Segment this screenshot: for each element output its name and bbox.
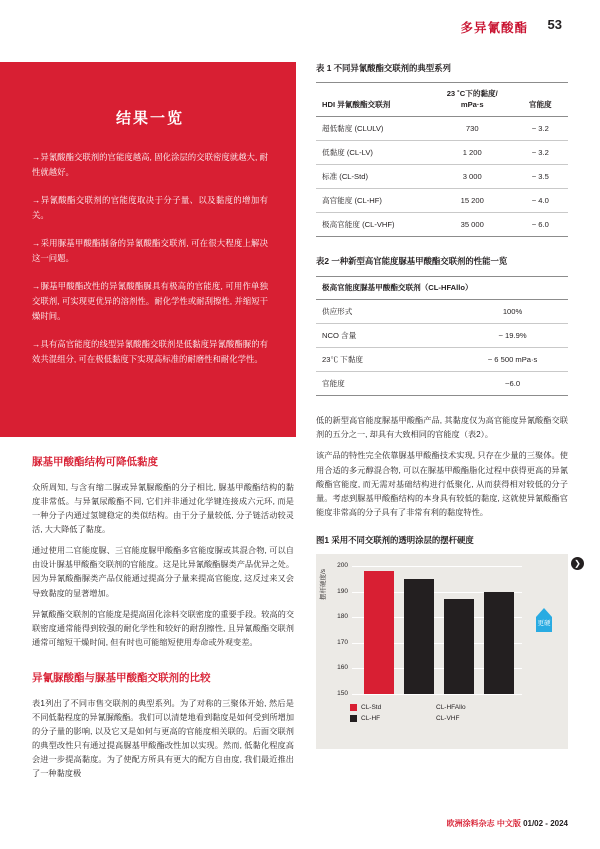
cell-name: 高官能度 (CL-HF) bbox=[316, 189, 432, 213]
results-paragraph: →采用脲基甲酸酯制备的异氰酸酯交联剂, 可在很大程度上解决这一问题。 bbox=[32, 237, 268, 263]
legend-item-cl-hf bbox=[350, 715, 424, 722]
chart-bar-cl-hf bbox=[404, 579, 434, 694]
cell-functionality: ~ 6.0 bbox=[513, 213, 568, 237]
chart-annotation-arrow bbox=[536, 608, 552, 632]
chart-bar-cl-vhf bbox=[484, 592, 514, 694]
legend-item-cl-std bbox=[350, 704, 424, 711]
right-content-column bbox=[316, 62, 568, 749]
body-paragraph: 异氰酸酯交联剂的官能度是提高固化涂料交联密度的重要手段。较高的交联密度通常能得到较强的耐化学性和较好的耐刮擦性, 且异氰酸酯交联剂通常可缩短干燥时间, 但有时也可能缩短使用寿命或外观变差。 bbox=[32, 609, 295, 647]
legend-label: CL-VHF bbox=[436, 715, 460, 723]
legend-swatch-icon bbox=[350, 704, 357, 711]
body-paragraph: 众所周知, 与含有缩二脲或异氰脲酸酯的分子相比, 脲基甲酸酯结构的黏度非常低。与异氰尿酸酯不同, 它们并非通过化学键连接成六元环, 而是一种分子内通过氢键稳定的类似结构。由于分子量较低, 分子链活动较灵活, 大大降低了黏度。 bbox=[32, 482, 294, 535]
chart-y-tick: 190 bbox=[337, 587, 348, 595]
cell-property: 23℃ 下黏度 bbox=[316, 348, 457, 372]
cell-name: 标准 (CL-Std) bbox=[316, 165, 432, 189]
results-paragraph: →异氰酸酯交联剂的官能度越高, 固化涂层的交联密度就越大, 耐性就越好。 bbox=[32, 152, 268, 177]
table2-block bbox=[316, 255, 568, 396]
column-header-viscosity: 23 ˚C下的黏度/ mPa·s bbox=[432, 83, 513, 117]
table2-caption: 表2 一种新型高官能度脲基甲酸酯交联剂的性能一览 bbox=[316, 256, 508, 267]
table-row bbox=[316, 141, 568, 165]
chart-gridline bbox=[352, 694, 522, 695]
legend-row bbox=[350, 715, 530, 722]
paragraph-spacer bbox=[32, 657, 294, 671]
cell-viscosity: 15 200 bbox=[432, 189, 513, 213]
cell-viscosity: 730 bbox=[432, 117, 513, 141]
header-page-number: 53 bbox=[547, 17, 562, 32]
chart-y-tick: 170 bbox=[337, 638, 348, 646]
table-crosslinker-series bbox=[316, 82, 568, 237]
table-header-row bbox=[316, 83, 568, 117]
chart-bar-cl-hfallo bbox=[444, 599, 474, 694]
cell-property: 供应形式 bbox=[316, 300, 457, 324]
chart-annotation-label: 更硬 bbox=[536, 617, 552, 632]
chart-y-tick: 150 bbox=[337, 690, 348, 698]
cell-name: 低黏度 (CL-LV) bbox=[316, 141, 432, 165]
table-row bbox=[316, 213, 568, 237]
cell-name: 极高官能度 (CL-VHF) bbox=[316, 213, 432, 237]
legend-item-cl-vhf bbox=[436, 715, 510, 722]
legend-row bbox=[350, 704, 530, 711]
table-row bbox=[316, 348, 568, 372]
left-text-column bbox=[32, 455, 294, 788]
cell-functionality: ~ 3.2 bbox=[513, 117, 568, 141]
body-paragraph: 表1列出了不同市售交联剂的典型系列。为了对称的三聚体开始, 然后是不同低黏程度的异氰脲酸酯。我们可以清楚地看到黏度是如何受到所增加的分子量的影响, 以及它又是如何与更高的官能度相关联的。后面交联剂的典型改性只有通过提高脲基甲酸酯改性加以实现。然而, 低黏化程度高会进一步提高黏度。为了使配方所具有更大的配方自由度, 我们最近推出了一种黏度极 bbox=[32, 698, 295, 779]
page-turn-marker: ❯ bbox=[571, 557, 584, 570]
chart-y-tick: 180 bbox=[337, 613, 348, 621]
cell-name: 超低黏度 (CLULV) bbox=[316, 117, 432, 141]
body-paragraph: 低的新型高官能度脲基甲酸酯产品, 其黏度仅为高官能度异氰酸酯交联剂的五分之一, 却具有大致相同的官能度（表2）。 bbox=[316, 416, 568, 440]
cell-value: ~6.0 bbox=[457, 372, 568, 396]
cell-functionality: ~ 3.5 bbox=[513, 165, 568, 189]
table1-block bbox=[316, 62, 568, 237]
results-summary-box bbox=[0, 62, 296, 437]
table-row bbox=[316, 324, 568, 348]
figure1-chart bbox=[316, 554, 568, 749]
table-row bbox=[316, 372, 568, 396]
header-title: 多异氰酸酯 bbox=[460, 21, 528, 35]
chart-y-tick: 160 bbox=[337, 664, 348, 672]
cell-value: ~ 6 500 mPa·s bbox=[457, 348, 568, 372]
results-title: 结果一览 bbox=[115, 110, 184, 127]
legend-label: CL-HFAllo bbox=[436, 704, 466, 712]
section-heading-comparison: 异氰脲酸酯与脲基甲酸酯交联剂的比较 bbox=[32, 671, 211, 684]
footer-magazine-name: 欧洲涂料杂志 中文版 bbox=[446, 819, 521, 828]
legend-item-cl-hfallo bbox=[436, 704, 510, 711]
table-hfallo-properties bbox=[316, 276, 568, 397]
table-row bbox=[316, 165, 568, 189]
page-header bbox=[0, 0, 600, 40]
chart-gridline bbox=[352, 566, 522, 567]
legend-swatch-icon bbox=[350, 715, 357, 722]
body-paragraph: 该产品的特性完全依靠脲基甲酸酯技术实现, 只存在少量的三聚体。使用合适的多元醇混合物, 可以在脲基甲酸酯脂化过程中获得更高的异氰酸酯官能度, 而无需对基础结构进行低聚化, 从而获得相对较低的分子量。考虑到脲基甲酸酯结构的本身具有较低的黏度, 这就使异氰酸酯官能度非常高的分子具有了非常有利的黏度特性。 bbox=[316, 451, 568, 517]
column-header-name: HDI 异氰酸酯交联剂 bbox=[316, 83, 432, 117]
cell-value: ~ 19.9% bbox=[457, 324, 568, 348]
table-row bbox=[316, 117, 568, 141]
results-paragraph: →异氰酸酯交联剂的官能度取决于分子量、以及黏度的增加有关。 bbox=[32, 194, 268, 220]
column-header-product: 极高官能度脲基甲酸酯交联剂（CL-HFAllo） bbox=[316, 276, 568, 300]
table-row bbox=[316, 300, 568, 324]
cell-functionality: ~ 3.2 bbox=[513, 141, 568, 165]
page-footer bbox=[447, 818, 568, 829]
cell-viscosity: 3 000 bbox=[432, 165, 513, 189]
cell-viscosity: 1 200 bbox=[432, 141, 513, 165]
chart-legend bbox=[350, 704, 530, 726]
table-header-row bbox=[316, 276, 568, 300]
table-row bbox=[316, 189, 568, 213]
column-header-functionality: 官能度 bbox=[513, 83, 568, 117]
results-paragraph: →具有高官能度的线型异氰酸酯交联剂是低黏度异氰酸酯脲的有效共混组分, 可在极低黏度下实现高标准的耐磨性和耐化学性。 bbox=[32, 338, 268, 364]
chart-plot-area bbox=[337, 562, 522, 698]
legend-label: CL-Std bbox=[361, 704, 382, 712]
legend-label: CL-HF bbox=[361, 715, 381, 723]
cell-property: NCO 含量 bbox=[316, 324, 457, 348]
chart-bar-cl-std bbox=[364, 571, 394, 694]
cell-functionality: ~ 4.0 bbox=[513, 189, 568, 213]
cell-property: 官能度 bbox=[316, 372, 457, 396]
chart-y-tick: 200 bbox=[337, 562, 348, 570]
cell-value: 100% bbox=[457, 300, 568, 324]
figure1-caption: 图1 采用不同交联剂的透明涂层的摆杆硬度 bbox=[316, 535, 474, 546]
results-paragraph: →脲基甲酸酯改性的异氰酸酯脲具有极高的官能度, 可用作单独交联剂, 可实现更优异的溶剂性。耐化学性或耐刮擦性, 并缩短干燥时间。 bbox=[32, 280, 268, 321]
table1-caption: 表 1 不同异氰酸酯交联剂的典型系列 bbox=[316, 63, 451, 73]
chart-y-axis-title: 摆杆硬度/s bbox=[320, 568, 327, 601]
body-paragraph: 通过使用二官能度脲、三官能度脲甲酸酯多官能度脲或其混合物, 可以自由设计脲基甲酸酯交联剂的官能度。这是比异氰酸酯脲类产品优异之处。因为异氰酸酯脲类产品仅能通过提高分子量来提高官能度, 这反过来又会导致黏度的显著增加。 bbox=[32, 546, 295, 598]
section-heading-allophanate: 脲基甲酸酯结构可降低黏度 bbox=[32, 456, 158, 468]
arrow-up-icon bbox=[536, 608, 552, 617]
cell-viscosity: 35 000 bbox=[432, 213, 513, 237]
footer-issue: 01/02 - 2024 bbox=[523, 819, 568, 828]
